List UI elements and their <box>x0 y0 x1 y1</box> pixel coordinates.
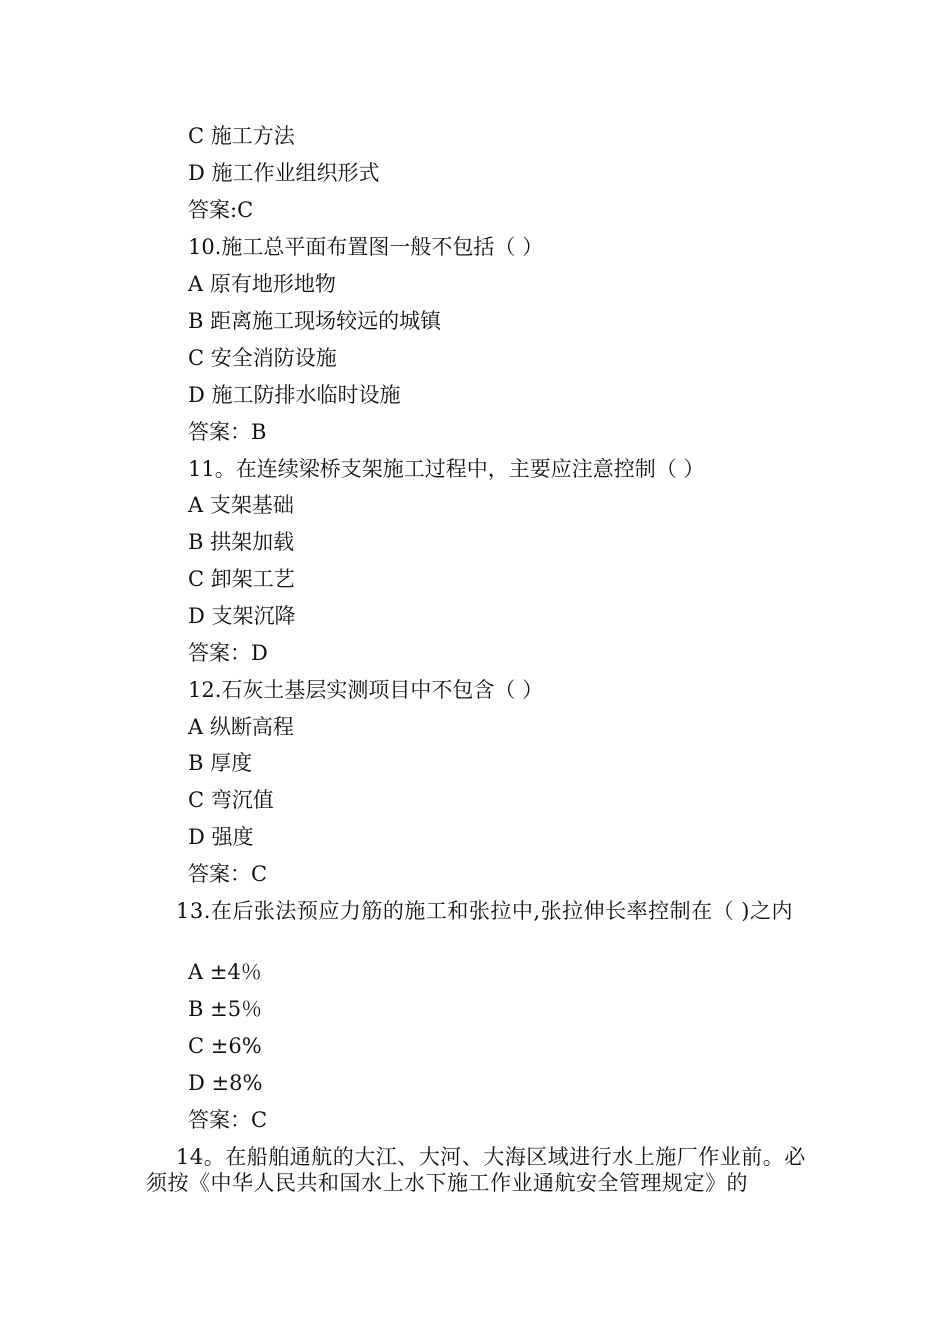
question-10: 10.施工总平面布置图一般不包括（ ） <box>188 235 544 259</box>
question-14: 14。在船舶通航的大江、大河、大海区域进行水上施厂作业前。必须按《中华人民共和国水上水下施工作业通航安全管理规定》的 <box>146 1145 806 1195</box>
option-b-q11: B 拱架加载 <box>188 530 295 554</box>
answer-q9: 答案:C <box>188 198 254 222</box>
option-d-q11: D 支架沉降 <box>188 604 296 628</box>
option-b-q10: B 距离施工现场较远的城镇 <box>188 309 442 333</box>
option-d-q9: D 施工作业组织形式 <box>188 161 380 185</box>
question-12: 12.石灰土基层实测项目中不包含（ ） <box>188 678 544 702</box>
option-c-q10: C 安全消防设施 <box>188 346 337 370</box>
option-b-q13: B ±5％ <box>188 997 263 1021</box>
answer-q12: 答案：C <box>188 862 268 886</box>
option-a-q11: A 支架基础 <box>188 493 294 517</box>
option-c-q9: C 施工方法 <box>188 124 295 148</box>
option-a-q13: A ±4％ <box>188 960 262 984</box>
option-a-q12: A 纵断高程 <box>188 715 294 739</box>
option-d-q12: D 强度 <box>188 825 254 849</box>
answer-q10: 答案：B <box>188 420 267 444</box>
question-13: 13.在后张法预应力筋的施工和张拉中,张拉伸长率控制在（ )之内 <box>176 899 793 923</box>
option-a-q10: A 原有地形地物 <box>188 272 336 296</box>
option-d-q13: D ±8% <box>188 1071 263 1095</box>
option-c-q13: C ±6% <box>188 1034 262 1058</box>
option-c-q12: C 弯沉值 <box>188 788 274 812</box>
option-d-q10: D 施工防排水临时设施 <box>188 383 401 407</box>
option-c-q11: C 卸架工艺 <box>188 567 295 591</box>
answer-q13: 答案：C <box>188 1108 268 1132</box>
option-b-q12: B 厚度 <box>188 751 253 775</box>
answer-q11: 答案：D <box>188 641 268 665</box>
question-11: 11。在连续梁桥支架施工过程中，主要应注意控制（ ） <box>188 457 705 481</box>
